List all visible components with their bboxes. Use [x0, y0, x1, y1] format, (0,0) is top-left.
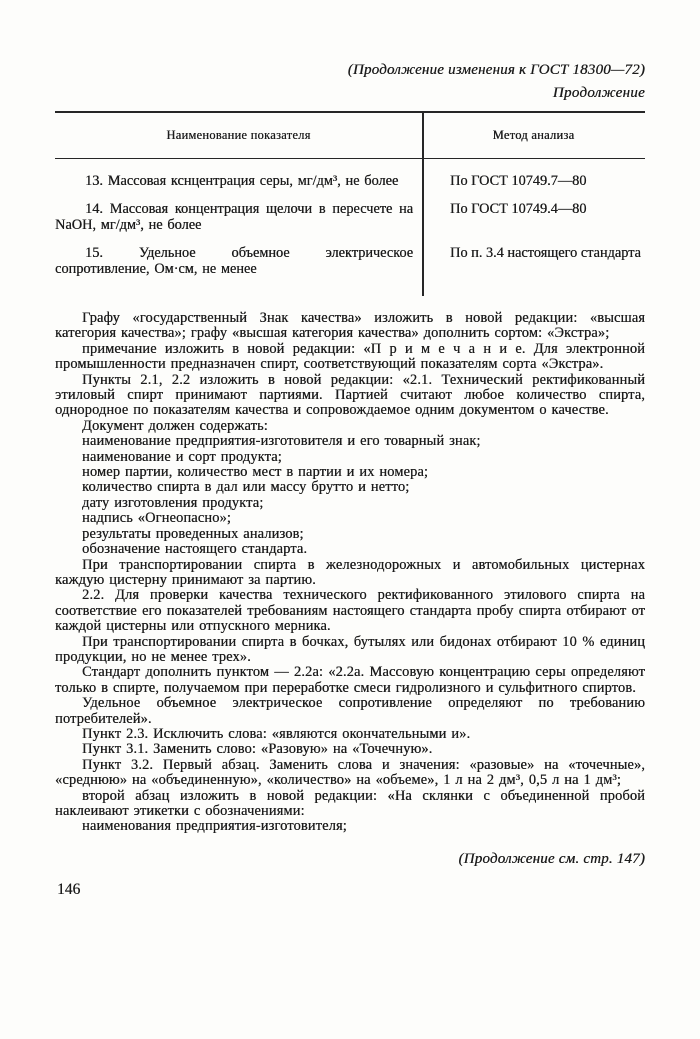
continuation-see-page-note: (Продолжение см. стр. 147) [458, 850, 645, 867]
indicator-name-cell: 15. Удельное объемное электрическое сопротивление, Ом·см, не менее [55, 245, 413, 277]
table-column-divider [422, 113, 424, 296]
paragraph: При транспортировании спирта в железнодорожных и автомобильных цистернах каждую цистерну принимают за партию. [55, 556, 645, 588]
paragraph: При транспортировании спирта в бочках, бутылях или бидонах отбирают 10 % единиц продукции, но не менее трех». [55, 633, 645, 665]
indicator-name-cell: 14. Массовая концентрация щелочи в пересчете на NaOH, мг/дм³, не более [55, 201, 413, 233]
paragraph: количество спирта в дал или массу брутто и нетто; [82, 479, 410, 496]
paragraph: дату изготовления продукта; [82, 494, 264, 511]
indicator-name-cell: 13. Массовая кснцентрация серы, мг/дм³, не более [85, 173, 399, 189]
paragraph: Пункт 3.2. Первый абзац. Заменить слова и значения: «разовые» на «точечные», «среднюю» на «объединенную», «количество» на «объеме», 1 л на 2 дм³, 0,5 л на 1 дм³; [55, 756, 645, 789]
table-header-row [55, 113, 645, 159]
paragraph: наименование и сорт продукта; [82, 448, 282, 465]
paragraph: Документ должен содержать: [82, 417, 268, 434]
paragraph: Удельное объемное электрическое сопротивление определяют по требованию потребителей». [55, 695, 645, 727]
page-content [55, 62, 645, 899]
analysis-method-cell: По ГОСТ 10749.4—80 [450, 201, 587, 217]
paragraph: наименование предприятия-изготовителя и его товарный знак; [82, 433, 481, 450]
paragraph: второй абзац изложить в новой редакции: «На склянки с объединенной пробой наклеивают этикетки с обозначениями: [55, 787, 645, 819]
table-row [55, 201, 645, 233]
page-number: 146 [57, 880, 81, 898]
analysis-method-cell: По ГОСТ 10749.7—80 [450, 173, 587, 189]
column-header-indicator-name: Наименование показателя [166, 128, 311, 142]
paragraph: номер партии, количество мест в партии и их номера; [82, 464, 429, 481]
paragraph: надпись «Огнеопасно»; [82, 510, 231, 527]
paragraph: Стандарт дополнить пунктом — 2.2а: «2.2а. Массовую концентрацию серы определяют только в спирте, получаемом при переработке смеси гидролизного и сульфитного спиртов. [55, 664, 645, 696]
indicators-table [55, 111, 645, 296]
table-body [55, 173, 645, 296]
paragraph: Пункты 2.1, 2.2 изложить в новой редакции: «2.1. Технический ректификованный этиловый спирт принимают партиями. Партией считают любое количество спирта, однородное по показателям качества и сопровождаемое одним документом о качестве. [55, 371, 645, 419]
paragraph: наименования предприятия-изготовителя; [82, 818, 347, 835]
table-row [55, 173, 645, 189]
paragraph: результаты проведенных анализов; [82, 525, 304, 542]
paragraph: Графу «государственный Знак качества» изложить в новой редакции: «высшая категория качества»; графу «высшая категория качества» дополнить сортом: «Экстра»; [55, 310, 645, 342]
analysis-method-cell: По п. 3.4 настоящего стандарта [450, 245, 641, 261]
paragraph: Пункт 2.3. Исключить слова: «являются окончательными и». [82, 725, 471, 742]
header-continued-label: Продолжение [552, 85, 645, 101]
header-continuation-line: (Продолжение изменения к ГОСТ 18300—72) [347, 62, 645, 78]
paragraph: Пункт 3.1. Заменить слово: «Разовую» на «Точечную». [82, 741, 433, 758]
paragraph: обозначение настоящего стандарта. [82, 541, 308, 558]
paragraph: примечание изложить в новой редакции: «П р и м е ч а н и е. Для электронной промышленности предназначен спирт, соответствующий показателям сорта «Экстра». [55, 340, 645, 373]
body-text [55, 311, 645, 835]
paragraph: 2.2. Для проверки качества технического ректификованного этилового спирта на соответствие его показателей требованиям настоящего стандарта пробу спирта отбирают от каждой цистерны или отпускного мерника. [55, 587, 645, 635]
table-row [55, 245, 645, 277]
column-header-analysis-method: Метод анализа [492, 128, 575, 142]
